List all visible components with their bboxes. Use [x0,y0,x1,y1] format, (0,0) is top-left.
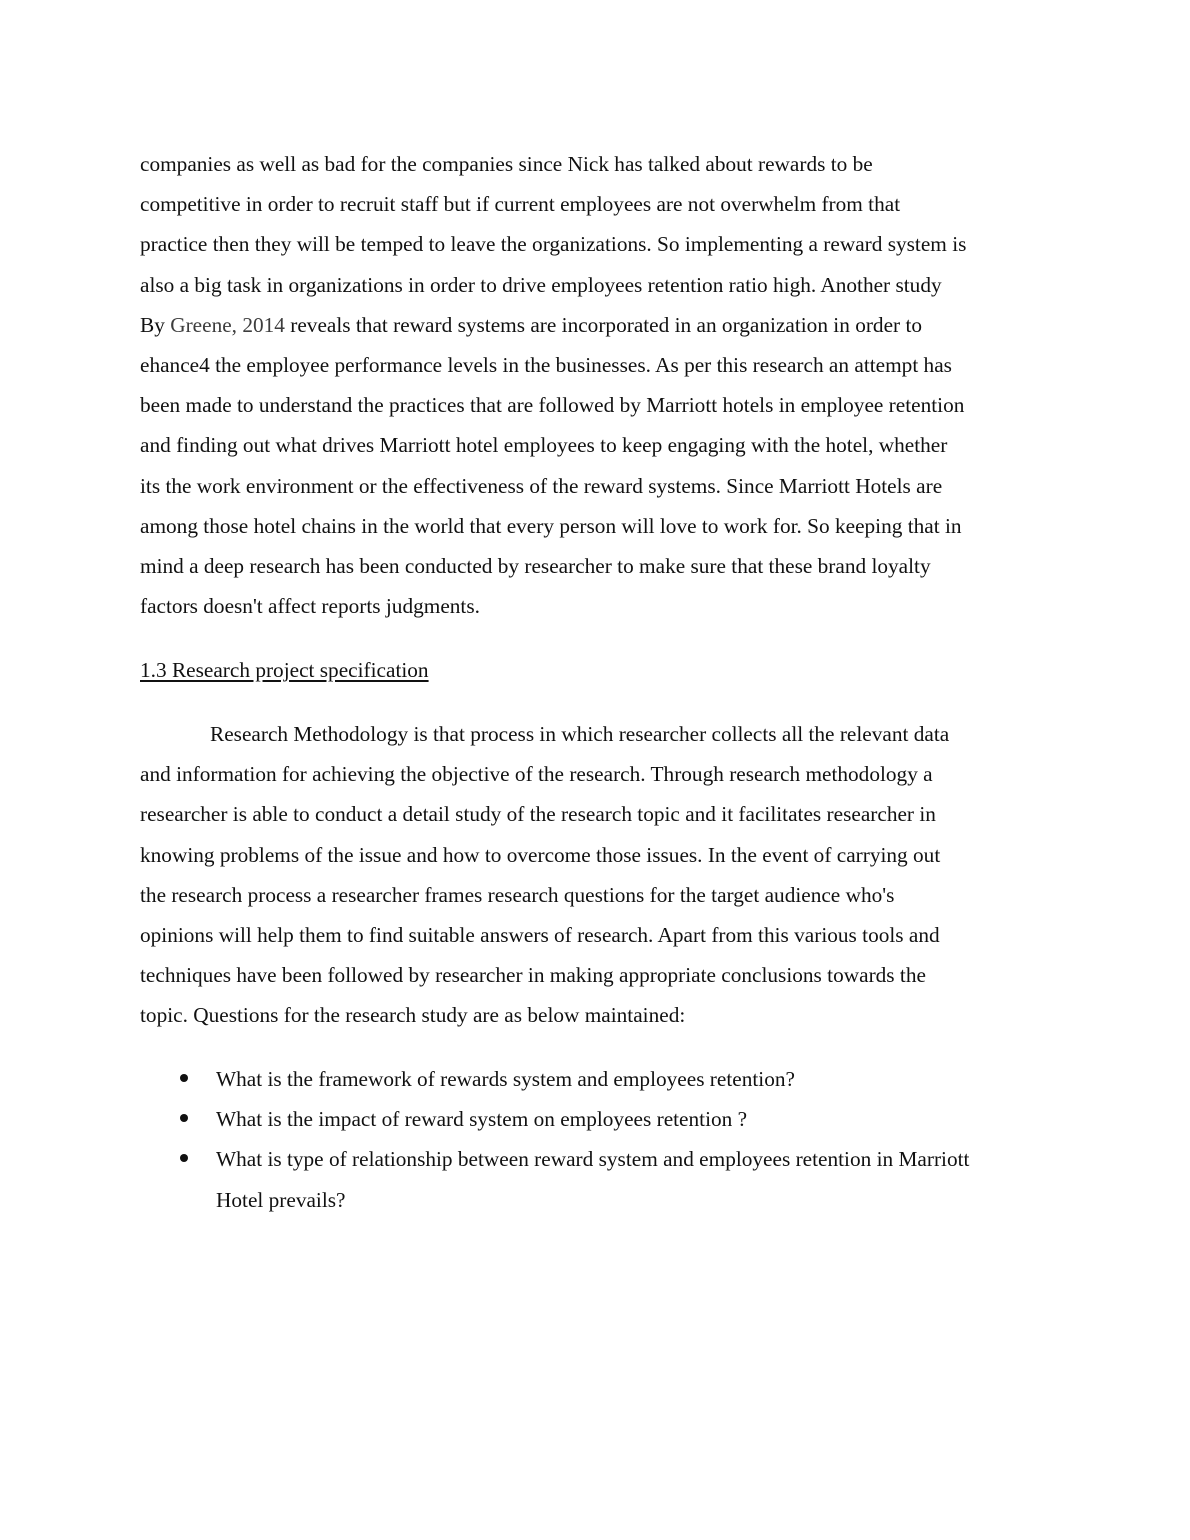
research-questions-list [140,1059,1070,1220]
paragraph-line: topic. Questions for the research study are as below maintained: [140,1003,686,1028]
list-item [140,1139,1070,1219]
list-item-text: What is the impact of reward system on employees retention ? [216,1107,748,1132]
paragraph-line-with-citation [140,305,1060,345]
paragraph-line: companies as well as bad for the companies since Nick has talked about rewards to be [140,152,873,176]
paragraph-line: among those hotel chains in the world that every person will love to work for. So keeping that in [140,513,962,538]
paragraph-line: and finding out what drives Marriott hotel employees to keep engaging with the hotel, whether [140,433,948,458]
list-item-text: Hotel prevails? [216,1187,346,1212]
section-heading: 1.3 Research project specification [140,658,429,682]
paragraph-line: practice then they will be temped to leave the organizations. So implementing a reward system is [140,232,967,257]
paragraph-line: techniques have been followed by researcher in making appropriate conclusions towards the [140,963,926,988]
list-item [140,1099,1070,1139]
paragraph-line: also a big task in organizations in order to drive employees retention ratio high. Another study [140,272,942,297]
bullet-icon [180,1154,188,1162]
bullet-icon [180,1074,188,1082]
paragraph-line: opinions will help them to find suitable answers of research. Apart from this various tools and [140,923,940,948]
paragraph-line: knowing problems of the issue and how to overcome those issues. In the event of carrying out [140,842,941,867]
paragraph-line: and information for achieving the objective of the research. Through research methodology a [140,762,933,787]
paragraph-line: researcher is able to conduct a detail study of the research topic and it facilitates researcher in [140,802,936,827]
body-paragraph-methodology [140,714,1060,1036]
paragraph-line: been made to understand the practices that are followed by Marriott hotels in employee retention [140,393,965,418]
body-paragraph-intro [140,144,1060,626]
paragraph-line: factors doesn't affect reports judgments. [140,594,480,619]
list-item-text: What is the framework of rewards system and employees retention? [216,1067,795,1091]
paragraph-line: competitive in order to recruit staff but if current employees are not overwhelm from that [140,192,901,217]
line-prefix: By [140,312,171,337]
paragraph-line-indented: Research Methodology is that process in which researcher collects all the relevant data [210,722,950,746]
list-item-text: What is type of relationship between reward system and employees retention in Marriott [216,1147,970,1172]
paragraph-line: its the work environment or the effectiveness of the reward systems. Since Marriott Hotels are [140,473,943,498]
paragraph-line: the research process a researcher frames research questions for the target audience who's [140,882,895,907]
paragraph-line: mind a deep research has been conducted by researcher to make sure that these brand loyalty [140,554,931,579]
bullet-icon [180,1114,188,1122]
list-item [140,1059,1070,1099]
line-suffix: reveals that reward systems are incorporated in an organization in order to [284,312,923,337]
citation-greene-2014: Greene, 2014 [170,312,285,337]
paragraph-line: ehance4 the employee performance levels in the businesses. As per this research an attempt has [140,353,952,378]
